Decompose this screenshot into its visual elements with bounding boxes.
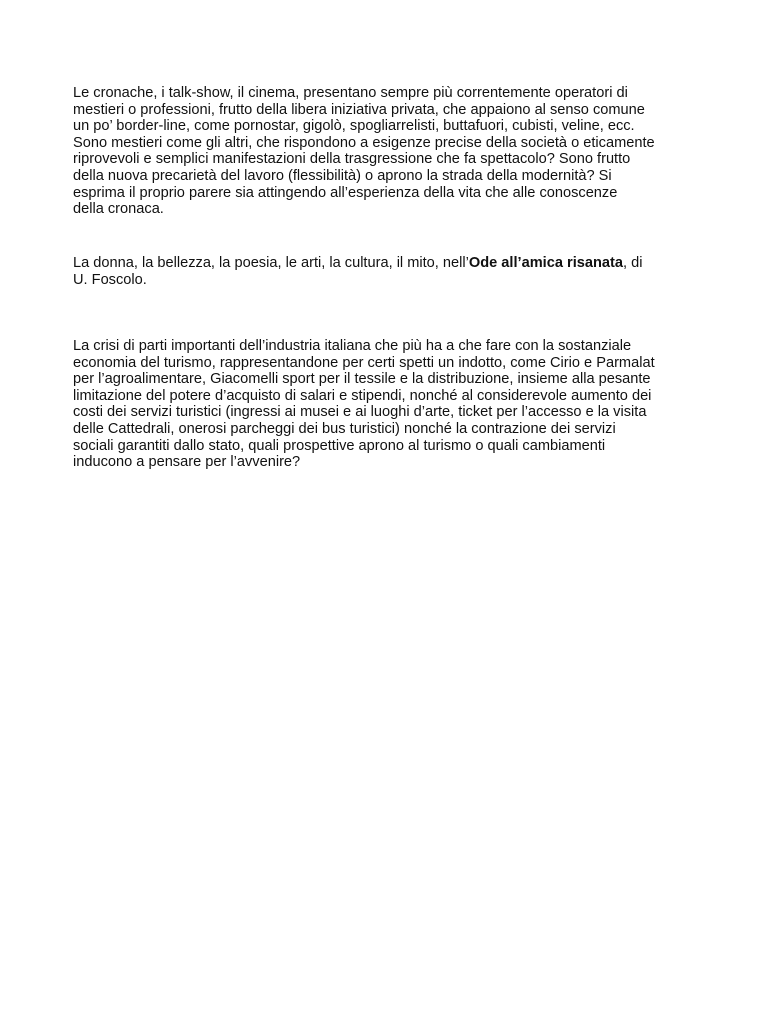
essay-prompt-1: Le cronache, i talk-show, il cinema, presentano sempre più correntemente operatori di mestieri o professioni, frutto della libera iniziativa privata, che appaiono al senso comune un po’ border-line, come pornostar, gigolò, spogliarrelisti, buttafuori, cubisti, veline, ecc. Sono mestieri come gli altri, che rispondono a esigenze precise della società o eticamente riprovevoli e semplici manifestazioni della trasgressione che fa spettacolo? Sono frutto della nuova precarietà del lavoro (flessibilità) o aprono la strada della modernità? Si esprima il proprio parere sia attingendo all’esperienza della vita che alle conoscenze della cronaca. (73, 85, 655, 218)
essay-prompt-3: La crisi di parti importanti dell’industria italiana che più ha a che fare con la sostanziale economia del turismo, rappresentandone per certi spetti un indotto, come Cirio e Parmalat per l’agroalimentare, Giacomelli sport per il tessile e la distribuzione, insieme alla pesante limitazione del potere d’acquisto di salari e stipendi, nonché al considerevole aumento dei costi dei servizi turistici (ingressi ai musei e ai luoghi d’arte, ticket per l’accesso e la visita delle Cattedrali, onerosi parcheggi dei bus turistici) nonché la contrazione dei servizi sociali garantiti dallo stato, quali prospettive aprono al turismo o quali cambiamenti inducono a pensare per l’avvenire? (73, 338, 655, 471)
essay-prompt-2-intro: La donna, la bellezza, la poesia, le arti, la cultura, il mito, nell’ (73, 255, 469, 271)
essay-prompt-2-author: , di U. Foscolo. (73, 255, 643, 288)
essay-prompt-2 (73, 255, 703, 288)
essay-prompt-2-title: Ode all’amica risanata (468, 255, 624, 271)
